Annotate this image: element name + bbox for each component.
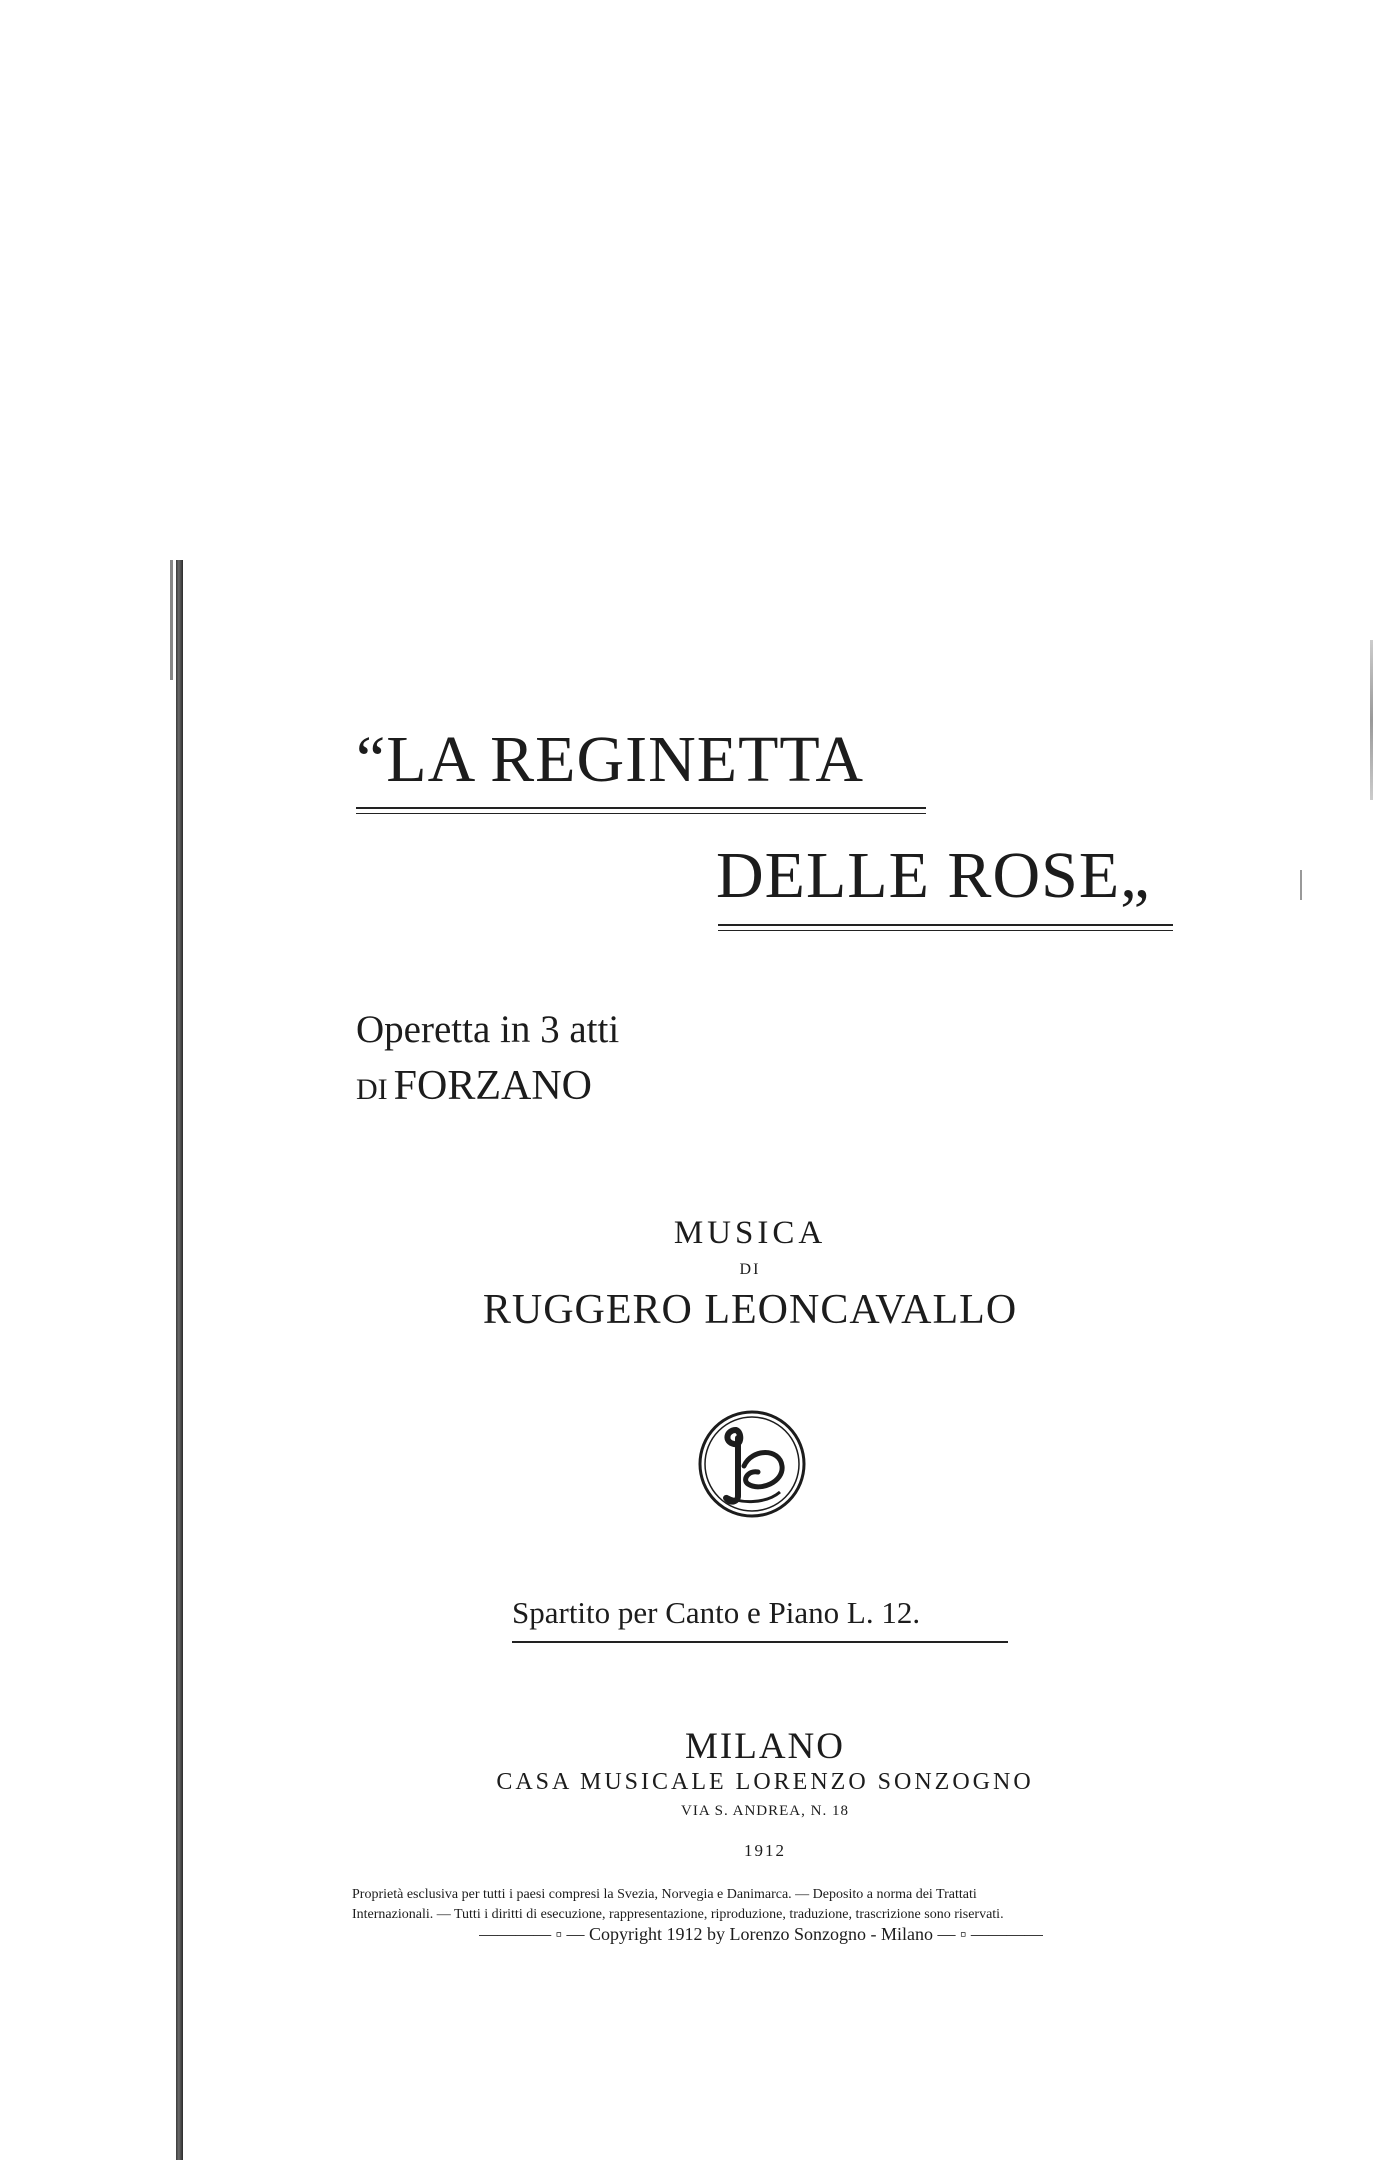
copyright-ornament-left: ———— ▫ — [479, 1924, 590, 1944]
copyright-line [438, 1924, 1084, 1945]
composer-name: RUGGERO LEONCAVALLO [482, 1287, 1018, 1333]
author-prefix: DI [356, 1073, 388, 1106]
title-line-2: DELLE ROSE„ [716, 839, 1151, 912]
publication-year: 1912 [744, 1841, 786, 1860]
author-name: FORZANO [393, 1063, 593, 1109]
legal-notice [352, 1885, 1174, 1925]
subtitle-operetta: Operetta in 3 atti [356, 1008, 620, 1051]
copyright-ornament-right: — ▫ ———— [932, 1924, 1043, 1944]
publisher-monogram-icon [696, 1408, 808, 1520]
copyright-text: Copyright 1912 by Lorenzo Sonzogno - Milano [589, 1924, 933, 1944]
publisher-address: VIA S. ANDREA, N. 18 [681, 1803, 849, 1819]
publisher-city: MILANO [685, 1726, 845, 1767]
scan-speck [1300, 870, 1302, 900]
subtitle-author [356, 1062, 592, 1110]
title-rule-1 [356, 807, 926, 814]
binding-edge [170, 560, 173, 680]
title-line-1: “LA REGINETTA [356, 723, 865, 796]
price-underline [512, 1641, 1008, 1643]
binding-spine [176, 560, 183, 2160]
legal-line-1: Proprietà esclusiva per tutti i paesi compresi la Svezia, Norvegia e Danimarca. — Deposito a norma dei Trattati [352, 1887, 977, 1902]
legal-line-2: Internazionali. — Tutti i diritti di esecuzione, rappresentazione, riproduzione, traduzione, trascrizione sono riservati. [352, 1907, 1004, 1922]
scan-speck [1370, 640, 1373, 800]
title-rule-2 [718, 924, 1173, 931]
music-di: DI [739, 1261, 761, 1278]
score-price-line: Spartito per Canto e Piano L. 12. [512, 1595, 921, 1630]
publisher-name: CASA MUSICALE LORENZO SONZOGNO [496, 1769, 1034, 1795]
music-label: MUSICA [673, 1215, 827, 1251]
